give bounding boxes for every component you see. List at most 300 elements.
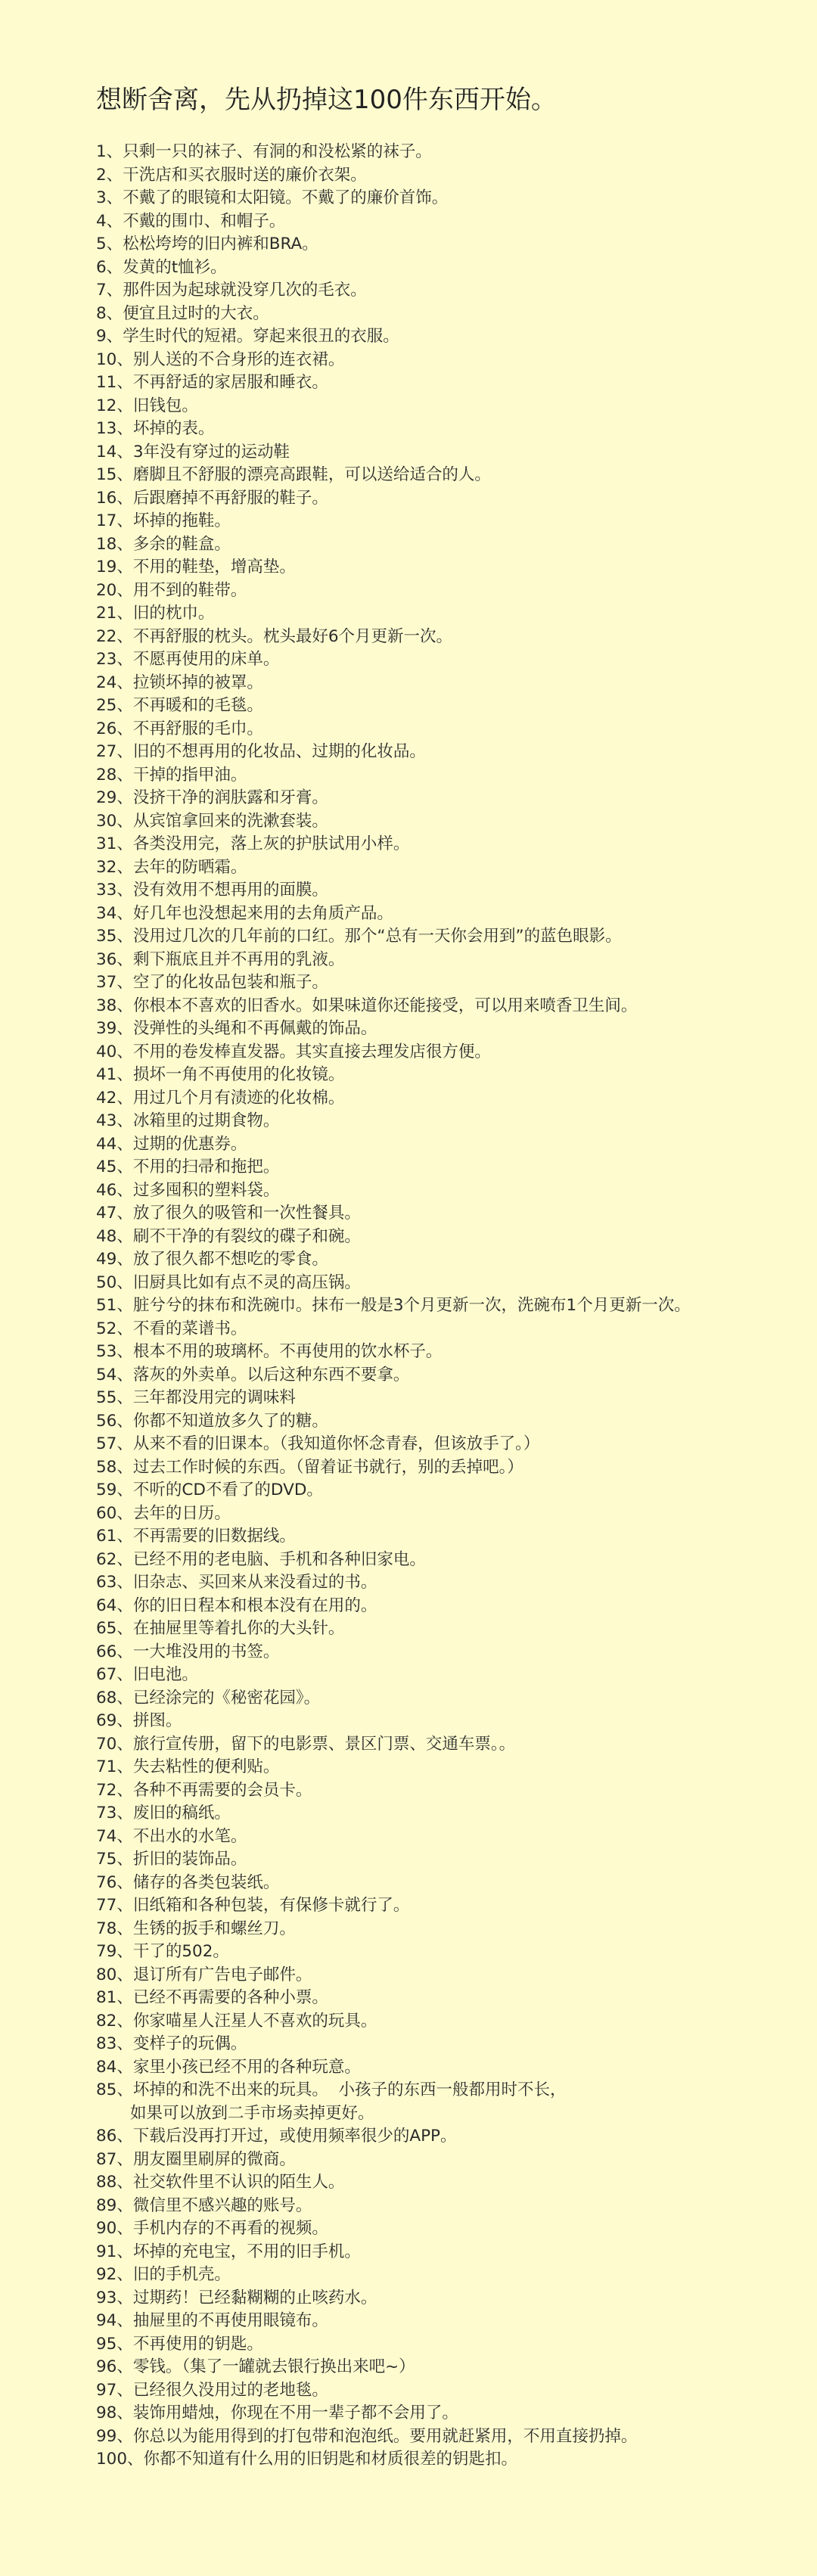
list-item-number: 13、 xyxy=(96,419,133,438)
list-item-number: 97、 xyxy=(96,2380,133,2400)
list-item-number: 39、 xyxy=(96,1019,133,1038)
list-item xyxy=(96,2079,817,2125)
list-item-number: 98、 xyxy=(96,2404,133,2422)
list-item xyxy=(96,1964,817,1987)
list-item-text: 冰箱里的过期食物。 xyxy=(132,1111,280,1130)
list-item xyxy=(96,1226,817,1249)
list-item xyxy=(96,1502,817,1526)
list-item-number: 56、 xyxy=(96,1411,133,1431)
list-item-text: 不再舒服的毛巾。 xyxy=(132,719,263,738)
list-item xyxy=(96,2149,817,2172)
list-item xyxy=(96,2402,817,2425)
list-item xyxy=(96,533,817,557)
list-item xyxy=(96,325,817,349)
list-item-text: 没有效用不想再用的面膜。 xyxy=(132,881,328,900)
list-item xyxy=(96,2217,817,2241)
list-item-number: 66、 xyxy=(96,1642,133,1661)
list-item-text: 坏掉的表。 xyxy=(132,419,215,438)
list-item xyxy=(96,1248,817,1272)
list-item-text: 那件因为起球就没穿几次的毛衣。 xyxy=(123,281,367,300)
list-item-number: 72、 xyxy=(96,1780,133,1800)
list-item xyxy=(96,279,817,303)
list-item-number: 75、 xyxy=(96,1850,133,1869)
list-item xyxy=(96,2241,817,2264)
list-item-number: 94、 xyxy=(96,2311,133,2330)
list-item xyxy=(96,1641,817,1664)
list-item-number: 3、 xyxy=(96,188,123,207)
list-item-number: 2、 xyxy=(96,165,123,185)
list-item-text: 不再需要的旧数据线。 xyxy=(132,1527,296,1546)
list-item-text: 旧的枕巾。 xyxy=(132,604,215,623)
list-item-text: 不戴了的眼镜和太阳镜。不戴了的廉价首饰。 xyxy=(123,188,449,207)
list-item xyxy=(96,464,817,487)
list-item-number: 96、 xyxy=(96,2357,133,2376)
list-item-number: 59、 xyxy=(96,1481,133,1499)
list-item-text: 折旧的装饰品。 xyxy=(132,1850,247,1869)
list-item-text: 旅行宣传册，留下的电影票、景区门票、交通车票。。 xyxy=(132,1734,516,1754)
list-item-text: 在抽屉里等着扎你的大头针。 xyxy=(132,1619,345,1638)
list-item-number: 99、 xyxy=(96,2426,133,2446)
list-item xyxy=(96,1595,817,1618)
list-item-text: 退订所有广告电子邮件。 xyxy=(132,1965,312,1984)
list-item-text: 放了很久都不想吃的零食。 xyxy=(132,1250,328,1269)
list-item-number: 62、 xyxy=(96,1549,133,1569)
list-item-text: 储存的各类包装纸。 xyxy=(132,1872,280,1892)
list-item-text: 已经很久没用过的老地毯。 xyxy=(132,2380,328,2400)
list-item-text: 旧的手机壳。 xyxy=(132,2265,231,2284)
list-item-text: 不用的扫帚和拖把。 xyxy=(132,1157,280,1176)
list-item-text: 干了的502。 xyxy=(132,1942,229,1961)
list-item xyxy=(96,2310,817,2333)
list-item xyxy=(96,2010,817,2034)
list-item-number: 21、 xyxy=(96,604,133,623)
list-item-number: 50、 xyxy=(96,1272,133,1292)
list-item-number: 35、 xyxy=(96,927,133,946)
list-item-number: 90、 xyxy=(96,2219,133,2238)
list-item-text: 便宜且过时的大衣。 xyxy=(123,303,269,323)
list-item-text: 不再暖和的毛毯。 xyxy=(132,696,263,715)
list-item-number: 57、 xyxy=(96,1434,133,1453)
list-item xyxy=(96,1525,817,1549)
list-item xyxy=(96,648,817,672)
list-item xyxy=(96,1687,817,1711)
list-item-number: 12、 xyxy=(96,396,133,415)
list-item xyxy=(96,1987,817,2010)
list-item xyxy=(96,1433,817,1456)
list-item xyxy=(96,1571,817,1595)
list-item-number: 8、 xyxy=(96,303,123,323)
list-item xyxy=(96,2125,817,2149)
list-item-text: 你总以为能用得到的打包带和泡泡纸。要用就赶紧用，不用直接扔掉。 xyxy=(132,2426,638,2446)
list-item-text: 坏掉的充电宝，不用的旧手机。 xyxy=(132,2242,361,2261)
list-item xyxy=(96,1918,817,1941)
list-item-text: 各种不再需要的会员卡。 xyxy=(132,1780,312,1800)
list-item-number: 55、 xyxy=(96,1388,133,1407)
list-item-number: 29、 xyxy=(96,788,133,807)
list-item-number: 71、 xyxy=(96,1757,133,1776)
list-item xyxy=(96,303,817,326)
list-item-number: 27、 xyxy=(96,742,133,761)
list-item-text: 微信里不感兴趣的账号。 xyxy=(132,2195,312,2215)
list-item-number: 53、 xyxy=(96,1342,133,1361)
list-item xyxy=(96,1756,817,1779)
list-item-text: 朋友圈里刷屏的微商。 xyxy=(132,2149,296,2169)
list-item-number: 38、 xyxy=(96,996,133,1015)
list-item-text: 损坏一角不再使用的化妆镜。 xyxy=(132,1065,345,1084)
list-item-continuation: 如果可以放到二手市场卖掉更好。 xyxy=(130,2103,374,2123)
list-item xyxy=(96,441,817,465)
list-item-text: 三年都没用完的调味料 xyxy=(132,1388,296,1407)
list-item xyxy=(96,694,817,718)
list-item xyxy=(96,187,817,210)
list-item-text: 废旧的稿纸。 xyxy=(132,1804,231,1822)
list-item-number: 25、 xyxy=(96,696,133,715)
list-item xyxy=(96,580,817,603)
list-item-text: 旧钱包。 xyxy=(132,396,198,415)
decluttering-list xyxy=(96,141,817,2472)
list-item xyxy=(96,556,817,580)
list-item xyxy=(96,371,817,395)
list-item xyxy=(96,1272,817,1295)
list-item-number: 52、 xyxy=(96,1319,133,1338)
list-item-text: 你都不知道放多久了的糖。 xyxy=(132,1411,328,1431)
list-item-text: 发黄的t恤衫。 xyxy=(123,257,227,277)
list-item xyxy=(96,1802,817,1826)
list-item-text: 一大堆没用的书签。 xyxy=(132,1642,280,1661)
list-item-number: 81、 xyxy=(96,1988,133,2007)
list-item xyxy=(96,925,817,949)
list-item-number: 23、 xyxy=(96,650,133,669)
list-item-number: 26、 xyxy=(96,719,133,738)
list-item xyxy=(96,210,817,234)
list-item-text: 用不到的鞋带。 xyxy=(132,580,247,600)
list-item-number: 11、 xyxy=(96,373,133,392)
list-item-text: 过期的优惠券。 xyxy=(132,1134,247,1154)
list-item-text: 过期药！已经黏糊糊的止咳药水。 xyxy=(132,2288,377,2307)
list-item xyxy=(96,1341,817,1364)
list-item-number: 15、 xyxy=(96,465,133,484)
list-item-text: 旧厨具比如有点不灵的高压锅。 xyxy=(132,1272,361,1292)
list-item xyxy=(96,949,817,972)
list-item-number: 77、 xyxy=(96,1896,133,1915)
list-item-number: 86、 xyxy=(96,2127,133,2146)
list-item-number: 70、 xyxy=(96,1734,133,1754)
list-item-number: 95、 xyxy=(96,2334,133,2354)
list-item xyxy=(96,1179,817,1203)
list-item-text: 零钱。（集了一罐就去银行换出来吧~） xyxy=(132,2357,415,2376)
list-item-number: 28、 xyxy=(96,765,133,785)
list-item-number: 73、 xyxy=(96,1804,133,1822)
list-item xyxy=(96,1202,817,1226)
list-item-number: 83、 xyxy=(96,2034,133,2053)
list-item-number: 41、 xyxy=(96,1065,133,1084)
list-item-text: 放了很久的吸管和一次性餐具。 xyxy=(132,1204,361,1223)
list-item xyxy=(96,787,817,810)
list-item xyxy=(96,741,817,764)
list-item-text: 不戴的围巾、和帽子。 xyxy=(123,211,286,231)
list-item xyxy=(96,487,817,511)
list-item xyxy=(96,1064,817,1087)
list-item-number: 46、 xyxy=(96,1180,133,1200)
list-item xyxy=(96,602,817,626)
list-item-text: 落灰的外卖单。以后这种东西不要拿。 xyxy=(132,1365,410,1384)
list-item xyxy=(96,1318,817,1341)
list-item-number: 43、 xyxy=(96,1111,133,1130)
list-item-text: 根本不用的玻璃杯。不再使用的饮水杯子。 xyxy=(132,1342,443,1361)
list-item-number: 65、 xyxy=(96,1619,133,1638)
list-item xyxy=(96,1156,817,1179)
list-item-text: 手机内存的不再看的视频。 xyxy=(132,2219,328,2238)
list-item xyxy=(96,1872,817,1895)
list-item xyxy=(96,256,817,280)
list-item-text: 学生时代的短裙。穿起来很丑的衣服。 xyxy=(123,327,399,346)
list-item-text: 各类没用完，落上灰的护肤试用小样。 xyxy=(132,834,410,853)
list-item-text: 不再舒服的枕头。枕头最好6个月更新一次。 xyxy=(132,626,453,646)
list-item xyxy=(96,903,817,926)
list-item-text: 不用的卷发棒直发器。其实直接去理发店很方便。 xyxy=(132,1042,491,1061)
list-item-text: 旧电池。 xyxy=(132,1665,198,1684)
list-item-number: 60、 xyxy=(96,1503,133,1523)
list-item xyxy=(96,1410,817,1434)
list-item-number: 9、 xyxy=(96,327,123,346)
list-item-number: 88、 xyxy=(96,2173,133,2192)
list-item-text: 去年的日历。 xyxy=(132,1503,231,1523)
list-item-text: 你家喵星人汪星人不喜欢的玩具。 xyxy=(132,2011,377,2031)
list-item-text: 你的旧日程本和根本没有在用的。 xyxy=(132,1596,377,1615)
list-item-number: 1、 xyxy=(96,142,123,161)
list-item-number: 32、 xyxy=(96,857,133,877)
list-item-text: 拉锁坏掉的被罩。 xyxy=(132,673,263,692)
list-item-text: 不再舒适的家居服和睡衣。 xyxy=(132,373,328,392)
list-item-number: 100、 xyxy=(96,2450,144,2469)
list-item-text: 用过几个月有渍迹的化妆棉。 xyxy=(132,1088,345,1108)
list-item-number: 67、 xyxy=(96,1665,133,1684)
list-item xyxy=(96,1664,817,1687)
list-item-text: 你都不知道有什么用的旧钥匙和材质很差的钥匙扣。 xyxy=(143,2450,518,2469)
list-item xyxy=(96,1133,817,1157)
list-item-number: 85、 xyxy=(96,2080,133,2099)
list-item-number: 91、 xyxy=(96,2242,133,2261)
list-item-number: 58、 xyxy=(96,1457,133,1477)
list-item-number: 49、 xyxy=(96,1250,133,1269)
list-item-text: 后跟磨掉不再舒服的鞋子。 xyxy=(132,488,328,508)
list-item xyxy=(96,1617,817,1641)
list-item xyxy=(96,2195,817,2218)
list-item xyxy=(96,2287,817,2310)
list-item xyxy=(96,764,817,788)
list-item xyxy=(96,1364,817,1387)
list-item xyxy=(96,1294,817,1318)
list-item-text: 不听的CD不看了的DVD。 xyxy=(132,1481,323,1499)
list-item-text: 旧纸箱和各种包装，有保修卡就行了。 xyxy=(132,1896,410,1915)
list-item xyxy=(96,1110,817,1133)
list-item xyxy=(96,2425,817,2449)
list-item-number: 80、 xyxy=(96,1965,133,1984)
list-item xyxy=(96,2333,817,2357)
list-item-text: 没挤干净的润肤露和牙膏。 xyxy=(132,788,328,807)
list-item-text: 干掉的指甲油。 xyxy=(132,765,247,785)
list-item-number: 16、 xyxy=(96,488,133,508)
list-item-text: 剩下瓶底且并不再用的乳液。 xyxy=(132,949,345,969)
list-item xyxy=(96,626,817,649)
list-item-text: 下载后没再打开过，或使用频率很少的APP。 xyxy=(132,2127,457,2146)
list-item xyxy=(96,418,817,441)
list-item-number: 30、 xyxy=(96,811,133,831)
list-item-text: 只剩一只的袜子、有洞的和没松紧的袜子。 xyxy=(123,142,432,161)
list-item-number: 31、 xyxy=(96,834,133,853)
list-item-text: 磨脚且不舒服的漂亮高跟鞋，可以送给适合的人。 xyxy=(132,465,491,484)
list-item-text: 从宾馆拿回来的洗漱套装。 xyxy=(132,811,328,831)
list-item-text: 拼图。 xyxy=(132,1711,182,1730)
list-item-number: 69、 xyxy=(96,1711,133,1730)
list-item-number: 22、 xyxy=(96,626,133,646)
list-item-number: 40、 xyxy=(96,1042,133,1061)
list-item xyxy=(96,2448,817,2472)
list-item-number: 45、 xyxy=(96,1157,133,1176)
list-item xyxy=(96,1848,817,1872)
list-item xyxy=(96,1018,817,1041)
list-item-text: 3年没有穿过的运动鞋 xyxy=(132,442,290,461)
list-item-number: 74、 xyxy=(96,1826,133,1846)
list-item-text: 你根本不喜欢的旧香水。如果味道你还能接受，可以用来喷香卫生间。 xyxy=(132,996,638,1015)
list-item xyxy=(96,2379,817,2403)
list-item xyxy=(96,879,817,903)
list-item-text: 已经不用的老电脑、手机和各种旧家电。 xyxy=(132,1549,426,1569)
list-item-text: 失去粘性的便利贴。 xyxy=(132,1757,280,1776)
list-item-number: 18、 xyxy=(96,534,133,554)
list-item-text: 没用过几次的几年前的口红。那个“总有一天你会用到”的蓝色眼影。 xyxy=(132,927,622,946)
list-item-text: 过多囤积的塑料袋。 xyxy=(132,1180,280,1200)
list-item-text: 生锈的扳手和螺丝刀。 xyxy=(132,1919,296,1938)
list-item-number: 54、 xyxy=(96,1365,133,1384)
list-item-number: 17、 xyxy=(96,511,133,530)
list-item xyxy=(96,1733,817,1757)
list-item xyxy=(96,1041,817,1064)
list-item-text: 已经不再需要的各种小票。 xyxy=(132,1988,328,2007)
list-item xyxy=(96,349,817,372)
list-item-number: 68、 xyxy=(96,1688,133,1707)
list-item xyxy=(96,856,817,880)
list-item-number: 93、 xyxy=(96,2288,133,2307)
list-item-number: 44、 xyxy=(96,1134,133,1154)
list-item xyxy=(96,1456,817,1480)
list-item-number: 51、 xyxy=(96,1296,133,1315)
list-item-text: 不用的鞋垫，增高垫。 xyxy=(132,558,296,576)
list-item xyxy=(96,164,817,188)
list-item xyxy=(96,1549,817,1572)
list-item xyxy=(96,1894,817,1918)
list-item-number: 87、 xyxy=(96,2149,133,2169)
list-item-number: 10、 xyxy=(96,350,133,369)
list-item xyxy=(96,141,817,164)
list-item-number: 48、 xyxy=(96,1226,133,1246)
list-item-number: 84、 xyxy=(96,2057,133,2077)
list-item-number: 92、 xyxy=(96,2265,133,2284)
list-item xyxy=(96,2056,817,2080)
list-item-number: 79、 xyxy=(96,1942,133,1961)
list-item-text: 空了的化妆品包装和瓶子。 xyxy=(132,973,328,992)
list-item xyxy=(96,1710,817,1733)
page-title: 想断舍离，先从扔掉这100件东西开始。 xyxy=(96,85,557,115)
list-item-text: 坏掉的和洗不出来的玩具。 小孩子的东西一般都用时不长， xyxy=(132,2080,567,2099)
list-item-number: 37、 xyxy=(96,973,133,992)
list-item-number: 24、 xyxy=(96,673,133,692)
list-item-text: 过去工作时候的东西。（留着证书就行，别的丢掉吧。） xyxy=(132,1457,523,1477)
list-item xyxy=(96,672,817,695)
list-item xyxy=(96,1779,817,1803)
list-item-text: 刷不干净的有裂纹的碟子和碗。 xyxy=(132,1226,361,1246)
list-item xyxy=(96,1087,817,1111)
list-item-text: 装饰用蜡烛，你现在不用一辈子都不会用了。 xyxy=(132,2404,458,2422)
list-item-number: 63、 xyxy=(96,1573,133,1592)
list-item-text: 坏掉的拖鞋。 xyxy=(132,511,231,530)
list-item xyxy=(96,233,817,256)
list-item xyxy=(96,718,817,741)
list-item xyxy=(96,1479,817,1502)
list-item-text: 社交软件里不认识的陌生人。 xyxy=(132,2173,345,2192)
list-item-text: 已经涂完的《秘密花园》。 xyxy=(132,1688,321,1707)
list-item-number: 36、 xyxy=(96,949,133,969)
list-item xyxy=(96,2171,817,2195)
list-item-number: 61、 xyxy=(96,1527,133,1546)
list-item-text: 从来不看的旧课本。（我知道你怀念青春，但该放手了。） xyxy=(132,1434,540,1453)
list-item-text: 变样子的玩偶。 xyxy=(132,2034,247,2053)
list-item-text: 不愿再使用的床单。 xyxy=(132,650,280,669)
list-item-text: 多余的鞋盒。 xyxy=(132,534,231,554)
list-item-number: 6、 xyxy=(96,257,123,277)
list-item xyxy=(96,995,817,1018)
list-item xyxy=(96,510,817,533)
list-item xyxy=(96,971,817,995)
list-item xyxy=(96,1941,817,1964)
list-item-number: 42、 xyxy=(96,1088,133,1108)
list-item-text: 去年的防晒霜。 xyxy=(132,857,247,877)
list-item-text: 别人送的不合身形的连衣裙。 xyxy=(132,350,345,369)
list-item-number: 89、 xyxy=(96,2195,133,2215)
list-item-text: 干洗店和买衣服时送的廉价衣架。 xyxy=(123,165,367,185)
list-item-text: 旧的不想再用的化妆品、过期的化妆品。 xyxy=(132,742,426,761)
list-item-number: 64、 xyxy=(96,1596,133,1615)
list-item-number: 82、 xyxy=(96,2011,133,2031)
list-item-text: 不出水的水笔。 xyxy=(132,1826,247,1846)
list-item-number: 14、 xyxy=(96,442,133,461)
list-item-text: 不再使用的钥匙。 xyxy=(132,2334,263,2354)
list-item xyxy=(96,833,817,856)
list-item xyxy=(96,2033,817,2056)
list-item xyxy=(96,1387,817,1410)
list-item-number: 47、 xyxy=(96,1204,133,1223)
list-item xyxy=(96,2264,817,2287)
list-item-text: 松松垮垮的旧内裤和BRA。 xyxy=(123,235,318,253)
list-item-text: 好几年也没想起来用的去角质产品。 xyxy=(132,903,393,923)
list-item xyxy=(96,1826,817,1849)
list-item xyxy=(96,2356,817,2379)
list-item xyxy=(96,395,817,418)
list-item-number: 19、 xyxy=(96,558,133,576)
list-item-number: 33、 xyxy=(96,881,133,900)
list-item-number: 20、 xyxy=(96,580,133,600)
list-item-number: 34、 xyxy=(96,903,133,923)
list-item-text: 抽屉里的不再使用眼镜布。 xyxy=(132,2311,328,2330)
list-item-text: 家里小孩已经不用的各种玩意。 xyxy=(132,2057,361,2077)
list-item-number: 76、 xyxy=(96,1872,133,1892)
list-item xyxy=(96,810,817,834)
list-item-text: 旧杂志、买回来从来没看过的书。 xyxy=(132,1573,377,1592)
list-item-text: 没弹性的头绳和不再佩戴的饰品。 xyxy=(132,1019,377,1038)
list-item-number: 4、 xyxy=(96,211,123,231)
list-item-number: 7、 xyxy=(96,281,123,300)
list-item-number: 78、 xyxy=(96,1919,133,1938)
